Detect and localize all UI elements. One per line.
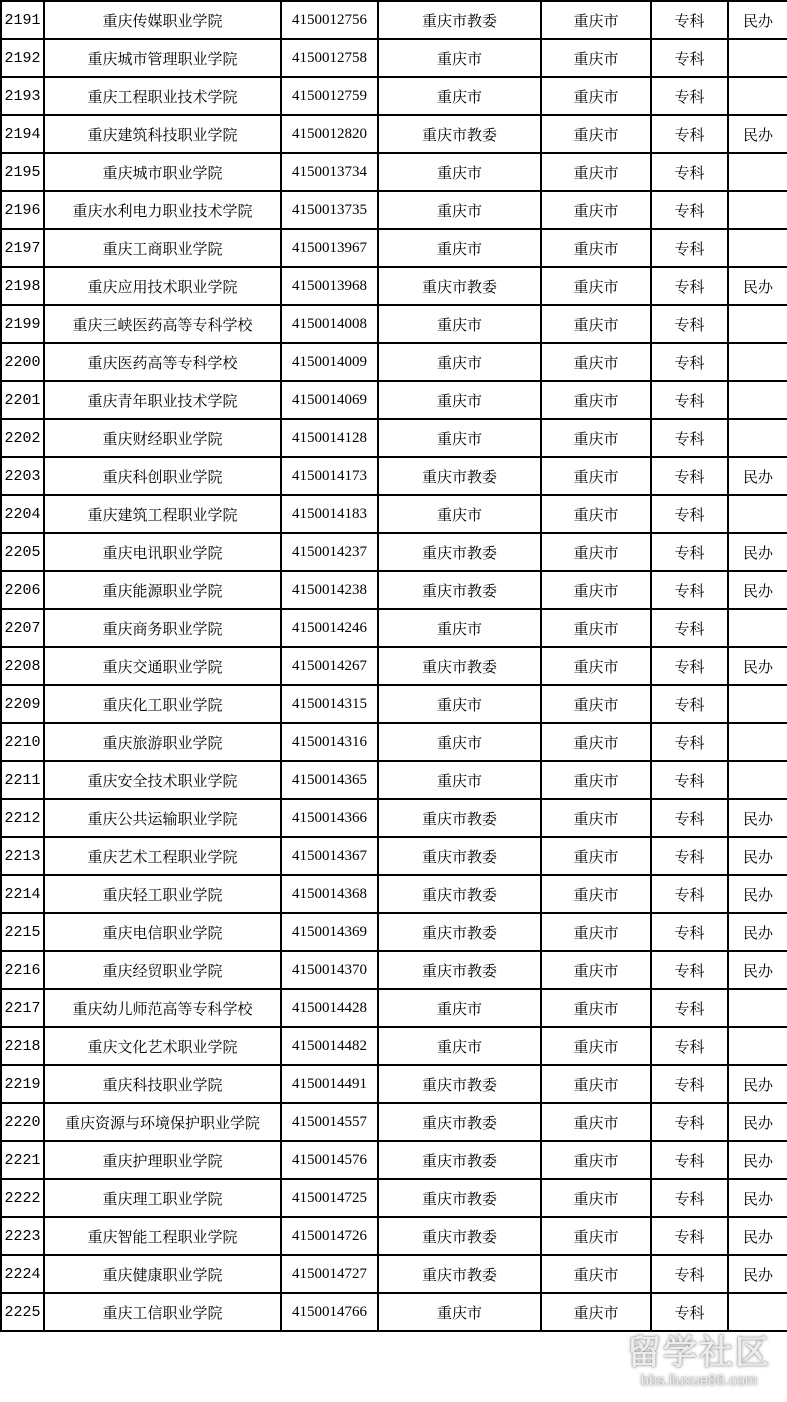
- department-cell: 重庆市教委: [378, 951, 541, 989]
- location-cell: 重庆市: [541, 115, 651, 153]
- school-name-cell: 重庆城市职业学院: [44, 153, 281, 191]
- location-cell: 重庆市: [541, 837, 651, 875]
- school-name-cell: 重庆安全技术职业学院: [44, 761, 281, 799]
- row-number-cell: 2216: [1, 951, 44, 989]
- location-cell: 重庆市: [541, 381, 651, 419]
- table-row: [1, 951, 787, 989]
- location-cell: 重庆市: [541, 951, 651, 989]
- row-number-cell: 2210: [1, 723, 44, 761]
- department-cell: 重庆市教委: [378, 1065, 541, 1103]
- school-name-cell: 重庆科技职业学院: [44, 1065, 281, 1103]
- level-cell: 专科: [651, 761, 728, 799]
- row-number-cell: 2220: [1, 1103, 44, 1141]
- note-cell: 民办: [728, 1065, 787, 1103]
- table-row: [1, 1179, 787, 1217]
- table-row: [1, 153, 787, 191]
- level-cell: 专科: [651, 1065, 728, 1103]
- note-cell: 民办: [728, 115, 787, 153]
- school-code-cell: 4150014315: [281, 685, 378, 723]
- row-number-cell: 2194: [1, 115, 44, 153]
- location-cell: 重庆市: [541, 343, 651, 381]
- school-name-cell: 重庆城市管理职业学院: [44, 39, 281, 77]
- table-row: [1, 989, 787, 1027]
- location-cell: 重庆市: [541, 1217, 651, 1255]
- school-code-cell: 4150014009: [281, 343, 378, 381]
- note-cell: [728, 77, 787, 115]
- note-cell: [728, 381, 787, 419]
- table-row: [1, 495, 787, 533]
- school-code-cell: 4150014725: [281, 1179, 378, 1217]
- table-body: [1, 1, 787, 1331]
- department-cell: 重庆市教委: [378, 799, 541, 837]
- school-code-cell: 4150014766: [281, 1293, 378, 1331]
- school-name-cell: 重庆健康职业学院: [44, 1255, 281, 1293]
- location-cell: 重庆市: [541, 495, 651, 533]
- school-name-cell: 重庆旅游职业学院: [44, 723, 281, 761]
- level-cell: 专科: [651, 799, 728, 837]
- school-name-cell: 重庆科创职业学院: [44, 457, 281, 495]
- department-cell: 重庆市教委: [378, 1, 541, 39]
- school-name-cell: 重庆建筑科技职业学院: [44, 115, 281, 153]
- note-cell: 民办: [728, 571, 787, 609]
- location-cell: 重庆市: [541, 685, 651, 723]
- row-number-cell: 2209: [1, 685, 44, 723]
- department-cell: 重庆市: [378, 153, 541, 191]
- location-cell: 重庆市: [541, 1293, 651, 1331]
- table-row: [1, 229, 787, 267]
- note-cell: [728, 39, 787, 77]
- school-name-cell: 重庆幼儿师范高等专科学校: [44, 989, 281, 1027]
- row-number-cell: 2212: [1, 799, 44, 837]
- row-number-cell: 2205: [1, 533, 44, 571]
- school-name-cell: 重庆工商职业学院: [44, 229, 281, 267]
- note-cell: 民办: [728, 1217, 787, 1255]
- department-cell: 重庆市: [378, 39, 541, 77]
- row-number-cell: 2203: [1, 457, 44, 495]
- row-number-cell: 2199: [1, 305, 44, 343]
- table-row: [1, 381, 787, 419]
- school-name-cell: 重庆文化艺术职业学院: [44, 1027, 281, 1065]
- table-row: [1, 1217, 787, 1255]
- note-cell: [728, 761, 787, 799]
- school-name-cell: 重庆经贸职业学院: [44, 951, 281, 989]
- level-cell: 专科: [651, 913, 728, 951]
- location-cell: 重庆市: [541, 533, 651, 571]
- school-name-cell: 重庆能源职业学院: [44, 571, 281, 609]
- level-cell: 专科: [651, 153, 728, 191]
- school-code-cell: 4150014366: [281, 799, 378, 837]
- location-cell: 重庆市: [541, 609, 651, 647]
- department-cell: 重庆市: [378, 609, 541, 647]
- location-cell: 重庆市: [541, 229, 651, 267]
- note-cell: 民办: [728, 267, 787, 305]
- note-cell: 民办: [728, 533, 787, 571]
- school-code-cell: 4150014491: [281, 1065, 378, 1103]
- school-code-cell: 4150014238: [281, 571, 378, 609]
- school-code-cell: 4150012756: [281, 1, 378, 39]
- school-name-cell: 重庆传媒职业学院: [44, 1, 281, 39]
- school-code-cell: 4150014008: [281, 305, 378, 343]
- note-cell: [728, 723, 787, 761]
- row-number-cell: 2221: [1, 1141, 44, 1179]
- level-cell: 专科: [651, 1027, 728, 1065]
- location-cell: 重庆市: [541, 1103, 651, 1141]
- level-cell: 专科: [651, 191, 728, 229]
- department-cell: 重庆市: [378, 77, 541, 115]
- school-name-cell: 重庆交通职业学院: [44, 647, 281, 685]
- school-code-cell: 4150012820: [281, 115, 378, 153]
- note-cell: 民办: [728, 1255, 787, 1293]
- table-row: [1, 875, 787, 913]
- school-code-cell: 4150014173: [281, 457, 378, 495]
- table-row: [1, 533, 787, 571]
- note-cell: 民办: [728, 875, 787, 913]
- table-row: [1, 647, 787, 685]
- level-cell: 专科: [651, 609, 728, 647]
- row-number-cell: 2214: [1, 875, 44, 913]
- location-cell: 重庆市: [541, 305, 651, 343]
- level-cell: 专科: [651, 571, 728, 609]
- school-code-cell: 4150014727: [281, 1255, 378, 1293]
- location-cell: 重庆市: [541, 1, 651, 39]
- level-cell: 专科: [651, 419, 728, 457]
- row-number-cell: 2193: [1, 77, 44, 115]
- table-row: [1, 723, 787, 761]
- table-row: [1, 1141, 787, 1179]
- school-name-cell: 重庆资源与环境保护职业学院: [44, 1103, 281, 1141]
- note-cell: [728, 989, 787, 1027]
- level-cell: 专科: [651, 685, 728, 723]
- table-row: [1, 761, 787, 799]
- school-code-cell: 4150013734: [281, 153, 378, 191]
- school-name-cell: 重庆财经职业学院: [44, 419, 281, 457]
- school-code-cell: 4150014370: [281, 951, 378, 989]
- note-cell: 民办: [728, 1141, 787, 1179]
- school-code-cell: 4150012758: [281, 39, 378, 77]
- location-cell: 重庆市: [541, 913, 651, 951]
- row-number-cell: 2191: [1, 1, 44, 39]
- level-cell: 专科: [651, 343, 728, 381]
- department-cell: 重庆市: [378, 989, 541, 1027]
- school-code-cell: 4150014557: [281, 1103, 378, 1141]
- row-number-cell: 2225: [1, 1293, 44, 1331]
- row-number-cell: 2218: [1, 1027, 44, 1065]
- location-cell: 重庆市: [541, 1179, 651, 1217]
- school-code-cell: 4150014267: [281, 647, 378, 685]
- level-cell: 专科: [651, 495, 728, 533]
- row-number-cell: 2219: [1, 1065, 44, 1103]
- department-cell: 重庆市: [378, 343, 541, 381]
- school-name-cell: 重庆商务职业学院: [44, 609, 281, 647]
- row-number-cell: 2198: [1, 267, 44, 305]
- department-cell: 重庆市: [378, 191, 541, 229]
- table-row: [1, 1103, 787, 1141]
- row-number-cell: 2224: [1, 1255, 44, 1293]
- watermark-url: bbs.liuxue86.com: [640, 1372, 758, 1389]
- school-code-cell: 4150013967: [281, 229, 378, 267]
- table-row: [1, 115, 787, 153]
- school-name-cell: 重庆青年职业技术学院: [44, 381, 281, 419]
- school-code-cell: 4150014428: [281, 989, 378, 1027]
- department-cell: 重庆市教委: [378, 1217, 541, 1255]
- department-cell: 重庆市教委: [378, 533, 541, 571]
- note-cell: 民办: [728, 913, 787, 951]
- department-cell: 重庆市: [378, 685, 541, 723]
- table-row: [1, 267, 787, 305]
- location-cell: 重庆市: [541, 875, 651, 913]
- row-number-cell: 2215: [1, 913, 44, 951]
- note-cell: 民办: [728, 457, 787, 495]
- level-cell: 专科: [651, 837, 728, 875]
- table-row: [1, 799, 787, 837]
- table-row: [1, 191, 787, 229]
- school-name-cell: 重庆电信职业学院: [44, 913, 281, 951]
- row-number-cell: 2200: [1, 343, 44, 381]
- school-name-cell: 重庆工程职业技术学院: [44, 77, 281, 115]
- department-cell: 重庆市教委: [378, 647, 541, 685]
- note-cell: 民办: [728, 951, 787, 989]
- department-cell: 重庆市教委: [378, 571, 541, 609]
- table-row: [1, 305, 787, 343]
- school-name-cell: 重庆公共运输职业学院: [44, 799, 281, 837]
- note-cell: 民办: [728, 837, 787, 875]
- department-cell: 重庆市: [378, 1293, 541, 1331]
- level-cell: 专科: [651, 1141, 728, 1179]
- location-cell: 重庆市: [541, 191, 651, 229]
- table-row: [1, 609, 787, 647]
- table-row: [1, 77, 787, 115]
- row-number-cell: 2197: [1, 229, 44, 267]
- department-cell: 重庆市教委: [378, 837, 541, 875]
- table-row: [1, 837, 787, 875]
- school-code-cell: 4150013735: [281, 191, 378, 229]
- table-row: [1, 343, 787, 381]
- level-cell: 专科: [651, 875, 728, 913]
- department-cell: 重庆市: [378, 723, 541, 761]
- note-cell: 民办: [728, 647, 787, 685]
- level-cell: 专科: [651, 1255, 728, 1293]
- location-cell: 重庆市: [541, 1027, 651, 1065]
- note-cell: 民办: [728, 799, 787, 837]
- department-cell: 重庆市教委: [378, 1141, 541, 1179]
- row-number-cell: 2208: [1, 647, 44, 685]
- school-name-cell: 重庆三峡医药高等专科学校: [44, 305, 281, 343]
- row-number-cell: 2201: [1, 381, 44, 419]
- school-code-cell: 4150014316: [281, 723, 378, 761]
- school-code-cell: 4150014482: [281, 1027, 378, 1065]
- level-cell: 专科: [651, 115, 728, 153]
- table-row: [1, 913, 787, 951]
- department-cell: 重庆市: [378, 419, 541, 457]
- note-cell: [728, 609, 787, 647]
- row-number-cell: 2202: [1, 419, 44, 457]
- row-number-cell: 2217: [1, 989, 44, 1027]
- row-number-cell: 2213: [1, 837, 44, 875]
- location-cell: 重庆市: [541, 419, 651, 457]
- note-cell: [728, 685, 787, 723]
- school-code-cell: 4150014183: [281, 495, 378, 533]
- school-code-cell: 4150014726: [281, 1217, 378, 1255]
- table-row: [1, 419, 787, 457]
- location-cell: 重庆市: [541, 77, 651, 115]
- note-cell: 民办: [728, 1103, 787, 1141]
- note-cell: [728, 229, 787, 267]
- note-cell: 民办: [728, 1179, 787, 1217]
- table-row: [1, 685, 787, 723]
- department-cell: 重庆市教委: [378, 115, 541, 153]
- school-name-cell: 重庆智能工程职业学院: [44, 1217, 281, 1255]
- school-code-cell: 4150014367: [281, 837, 378, 875]
- location-cell: 重庆市: [541, 989, 651, 1027]
- level-cell: 专科: [651, 457, 728, 495]
- level-cell: 专科: [651, 229, 728, 267]
- row-number-cell: 2196: [1, 191, 44, 229]
- location-cell: 重庆市: [541, 1141, 651, 1179]
- level-cell: 专科: [651, 1179, 728, 1217]
- school-code-cell: 4150014237: [281, 533, 378, 571]
- row-number-cell: 2211: [1, 761, 44, 799]
- school-name-cell: 重庆化工职业学院: [44, 685, 281, 723]
- department-cell: 重庆市教委: [378, 875, 541, 913]
- location-cell: 重庆市: [541, 457, 651, 495]
- department-cell: 重庆市教委: [378, 1103, 541, 1141]
- school-code-cell: 4150014365: [281, 761, 378, 799]
- school-name-cell: 重庆水利电力职业技术学院: [44, 191, 281, 229]
- row-number-cell: 2223: [1, 1217, 44, 1255]
- level-cell: 专科: [651, 989, 728, 1027]
- school-code-cell: 4150012759: [281, 77, 378, 115]
- level-cell: 专科: [651, 381, 728, 419]
- location-cell: 重庆市: [541, 761, 651, 799]
- department-cell: 重庆市: [378, 761, 541, 799]
- table-row: [1, 457, 787, 495]
- school-name-cell: 重庆医药高等专科学校: [44, 343, 281, 381]
- table-row: [1, 1, 787, 39]
- level-cell: 专科: [651, 1293, 728, 1331]
- school-name-cell: 重庆电讯职业学院: [44, 533, 281, 571]
- row-number-cell: 2192: [1, 39, 44, 77]
- department-cell: 重庆市: [378, 381, 541, 419]
- note-cell: [728, 153, 787, 191]
- row-number-cell: 2195: [1, 153, 44, 191]
- level-cell: 专科: [651, 1217, 728, 1255]
- location-cell: 重庆市: [541, 1255, 651, 1293]
- school-code-cell: 4150014369: [281, 913, 378, 951]
- location-cell: 重庆市: [541, 1065, 651, 1103]
- department-cell: 重庆市教委: [378, 913, 541, 951]
- school-name-cell: 重庆工信职业学院: [44, 1293, 281, 1331]
- note-cell: [728, 1027, 787, 1065]
- note-cell: [728, 191, 787, 229]
- school-code-cell: 4150014576: [281, 1141, 378, 1179]
- school-code-cell: 4150013968: [281, 267, 378, 305]
- department-cell: 重庆市: [378, 305, 541, 343]
- school-name-cell: 重庆护理职业学院: [44, 1141, 281, 1179]
- level-cell: 专科: [651, 533, 728, 571]
- watermark-logo-text: 留学社区: [627, 1333, 771, 1373]
- note-cell: [728, 419, 787, 457]
- school-code-cell: 4150014128: [281, 419, 378, 457]
- table-row: [1, 1027, 787, 1065]
- department-cell: 重庆市: [378, 495, 541, 533]
- location-cell: 重庆市: [541, 153, 651, 191]
- row-number-cell: 2207: [1, 609, 44, 647]
- department-cell: 重庆市教委: [378, 1255, 541, 1293]
- note-cell: [728, 343, 787, 381]
- location-cell: 重庆市: [541, 267, 651, 305]
- row-number-cell: 2204: [1, 495, 44, 533]
- note-cell: [728, 495, 787, 533]
- location-cell: 重庆市: [541, 647, 651, 685]
- school-name-cell: 重庆艺术工程职业学院: [44, 837, 281, 875]
- row-number-cell: 2206: [1, 571, 44, 609]
- table-row: [1, 39, 787, 77]
- level-cell: 专科: [651, 723, 728, 761]
- table-row: [1, 1293, 787, 1331]
- table-row: [1, 1065, 787, 1103]
- site-watermark: [619, 1334, 779, 1398]
- level-cell: 专科: [651, 305, 728, 343]
- department-cell: 重庆市教委: [378, 267, 541, 305]
- level-cell: 专科: [651, 267, 728, 305]
- school-code-cell: 4150014246: [281, 609, 378, 647]
- school-name-cell: 重庆轻工职业学院: [44, 875, 281, 913]
- school-name-cell: 重庆理工职业学院: [44, 1179, 281, 1217]
- note-cell: 民办: [728, 1, 787, 39]
- table-row: [1, 1255, 787, 1293]
- location-cell: 重庆市: [541, 39, 651, 77]
- table-row: [1, 571, 787, 609]
- note-cell: [728, 1293, 787, 1331]
- level-cell: 专科: [651, 1, 728, 39]
- level-cell: 专科: [651, 77, 728, 115]
- location-cell: 重庆市: [541, 571, 651, 609]
- level-cell: 专科: [651, 39, 728, 77]
- location-cell: 重庆市: [541, 799, 651, 837]
- department-cell: 重庆市: [378, 229, 541, 267]
- department-cell: 重庆市教委: [378, 1179, 541, 1217]
- level-cell: 专科: [651, 647, 728, 685]
- department-cell: 重庆市: [378, 1027, 541, 1065]
- note-cell: [728, 305, 787, 343]
- school-name-cell: 重庆建筑工程职业学院: [44, 495, 281, 533]
- school-code-cell: 4150014069: [281, 381, 378, 419]
- school-code-cell: 4150014368: [281, 875, 378, 913]
- row-number-cell: 2222: [1, 1179, 44, 1217]
- level-cell: 专科: [651, 1103, 728, 1141]
- department-cell: 重庆市教委: [378, 457, 541, 495]
- level-cell: 专科: [651, 951, 728, 989]
- school-name-cell: 重庆应用技术职业学院: [44, 267, 281, 305]
- location-cell: 重庆市: [541, 723, 651, 761]
